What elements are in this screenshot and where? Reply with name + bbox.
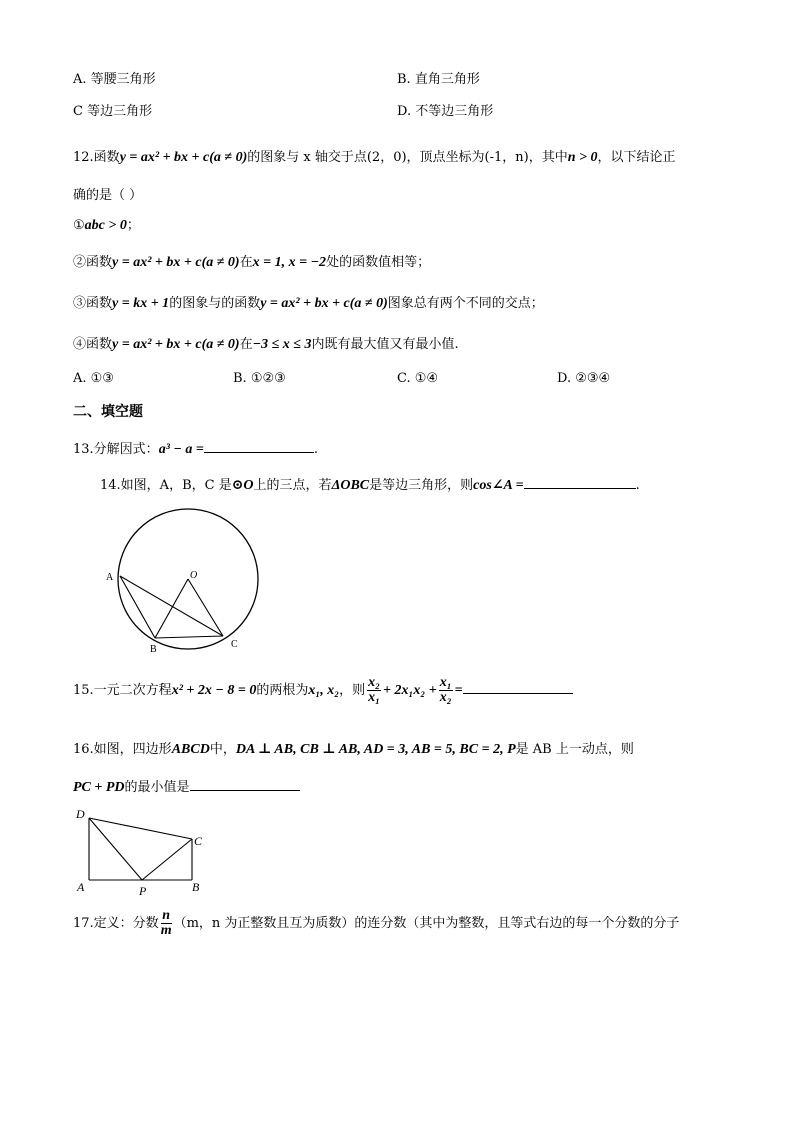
q12-condition: n > 0 (567, 150, 598, 165)
segment-oc (188, 579, 223, 636)
q12-prefix: 12.函数 (73, 150, 120, 165)
q13-expr: a³ − a = (158, 442, 204, 457)
q14-expr: cos∠A = (473, 478, 524, 493)
label-c: C (231, 639, 238, 650)
q12-function: y = ax² + bx + c(a ≠ 0) (119, 150, 248, 165)
q15-mid: 的两根为 (256, 683, 309, 698)
s4-prefix: ④函数 (73, 337, 113, 352)
segment-ab (120, 576, 155, 638)
s4-expr: −3 ≤ x ≤ 3 (252, 337, 312, 352)
label-c: C (194, 834, 203, 848)
q12-statement-2 (73, 251, 430, 271)
question-14 (100, 474, 640, 494)
s2-end: 处的函数值相等； (326, 255, 431, 270)
segment-ob (155, 579, 188, 638)
q15-prefix: 15.一元二次方程 (73, 683, 172, 698)
q13-prefix: 13.分解因式： (73, 442, 159, 457)
s3-mid: 的图象与的函数 (169, 296, 261, 311)
section-title: 二、填空题 (73, 404, 143, 420)
q12-option-c: C. ①④ (397, 371, 439, 386)
option-c: C 等边三角形 (73, 104, 153, 119)
segment-pc (142, 839, 192, 880)
s2-prefix: ②函数 (73, 255, 113, 270)
s2-expr: x = 1, x = −2 (252, 255, 327, 270)
q12-statement-4 (73, 333, 459, 353)
label-a: A (106, 572, 114, 583)
question-15 (73, 676, 573, 705)
q16-line2-text: 的最小值是 (124, 780, 190, 795)
circle-diagram (100, 505, 270, 665)
s3-prefix: ③函数 (73, 296, 113, 311)
fraction-2 (439, 676, 453, 705)
answer-blank (463, 681, 573, 694)
s4-function: y = ax² + bx + c(a ≠ 0) (112, 337, 240, 352)
q17-fraction-denominator: m (160, 923, 172, 938)
q12-option-b: B. ①②③ (233, 371, 286, 386)
s4-end: 内既有最大值又有最小值. (311, 337, 459, 352)
label-p: P (139, 884, 147, 898)
answer-blank (190, 778, 300, 791)
q16-conditions: DA ⊥ AB, CB ⊥ AB, AD = 3, AB = 5, BC = 2, P (235, 742, 516, 757)
q14-mid: 上的三点，若 (253, 478, 332, 493)
s3-end: 图象总有两个不同的交点； (387, 296, 544, 311)
q12-tail: ，以下结论正 (597, 150, 676, 165)
q16-expr: PC + PD (73, 780, 125, 795)
q12-statement-3 (73, 292, 544, 312)
s2-mid: 在 (239, 255, 253, 270)
q12-option-d: D. ②③④ (557, 371, 611, 386)
label-a: A (77, 880, 85, 894)
quadrilateral-diagram (73, 803, 213, 898)
label-d: D (76, 807, 85, 821)
q12-option-a: A. ①③ (73, 371, 114, 386)
q12-line2: 确的是（ ） (73, 188, 143, 203)
label-b: B (192, 880, 200, 894)
option-b: B. 直角三角形 (397, 72, 480, 87)
q14-mid2: 是等边三角形，则 (369, 478, 474, 493)
q17-text: （m，n 为正整数且互为质数）的连分数（其中为整数，且等式右边的每一个分数的分子 (173, 916, 680, 931)
q15-equals: = (454, 683, 463, 698)
q17-fraction (161, 909, 172, 938)
q15-equation: x² + 2x − 8 = 0 (171, 683, 257, 698)
fraction-1 (367, 676, 381, 705)
q17-prefix: 17.定义：分数 (73, 916, 159, 931)
option-a: A. 等腰三角形 (73, 72, 156, 87)
s1-expr: abc > 0 (84, 218, 127, 233)
q16-mid: 中， (209, 742, 236, 757)
question-12 (73, 146, 676, 166)
fraction-2-numerator: x₁ (439, 675, 452, 690)
q15-mid2: ，则 (339, 683, 366, 698)
option-d: D. 不等边三角形 (397, 104, 494, 119)
q16-tail: 是 AB 上一动点，则 (515, 742, 634, 757)
fraction-2-denominator: x₂ (439, 690, 452, 705)
q14-prefix: 14.如图，A，B，C 是 (100, 478, 232, 493)
q17-fraction-numerator: n (162, 908, 171, 923)
question-17 (73, 909, 679, 938)
segment-bc (155, 636, 223, 638)
q14-circle: ⊙O (231, 478, 254, 493)
answer-blank (204, 440, 314, 453)
question-16 (73, 738, 634, 758)
q15-middle-term: + 2x₁x₂ + (383, 683, 437, 698)
q16-prefix: 16.如图，四边形 (73, 742, 172, 757)
s4-mid: 在 (239, 337, 253, 352)
q14-end: . (635, 478, 640, 493)
q12-statement-1 (73, 214, 140, 234)
fraction-1-denominator: x₁ (368, 690, 381, 705)
label-b: B (150, 644, 157, 655)
question-13 (73, 438, 318, 458)
s3-function: y = kx + 1 (112, 296, 170, 311)
answer-blank (524, 476, 636, 489)
s3-function-2: y = ax² + bx + c(a ≠ 0) (260, 296, 388, 311)
q13-end: . (313, 442, 318, 457)
q12-mid: 的图象与 x 轴交于点(2，0)，顶点坐标为(-1，n)，其中 (247, 150, 568, 165)
s2-function: y = ax² + bx + c(a ≠ 0) (112, 255, 240, 270)
segment-ac (120, 576, 223, 636)
q14-triangle: ΔOBC (331, 478, 370, 493)
q16-quadrilateral: ABCD (171, 742, 210, 757)
s1-number: ① (73, 218, 85, 233)
fraction-1-numerator: x₂ (368, 675, 381, 690)
q15-roots: x₁, x₂ (308, 683, 340, 698)
s1-end: ； (126, 218, 140, 233)
q16-line2 (73, 776, 300, 796)
label-o: O (190, 570, 198, 581)
